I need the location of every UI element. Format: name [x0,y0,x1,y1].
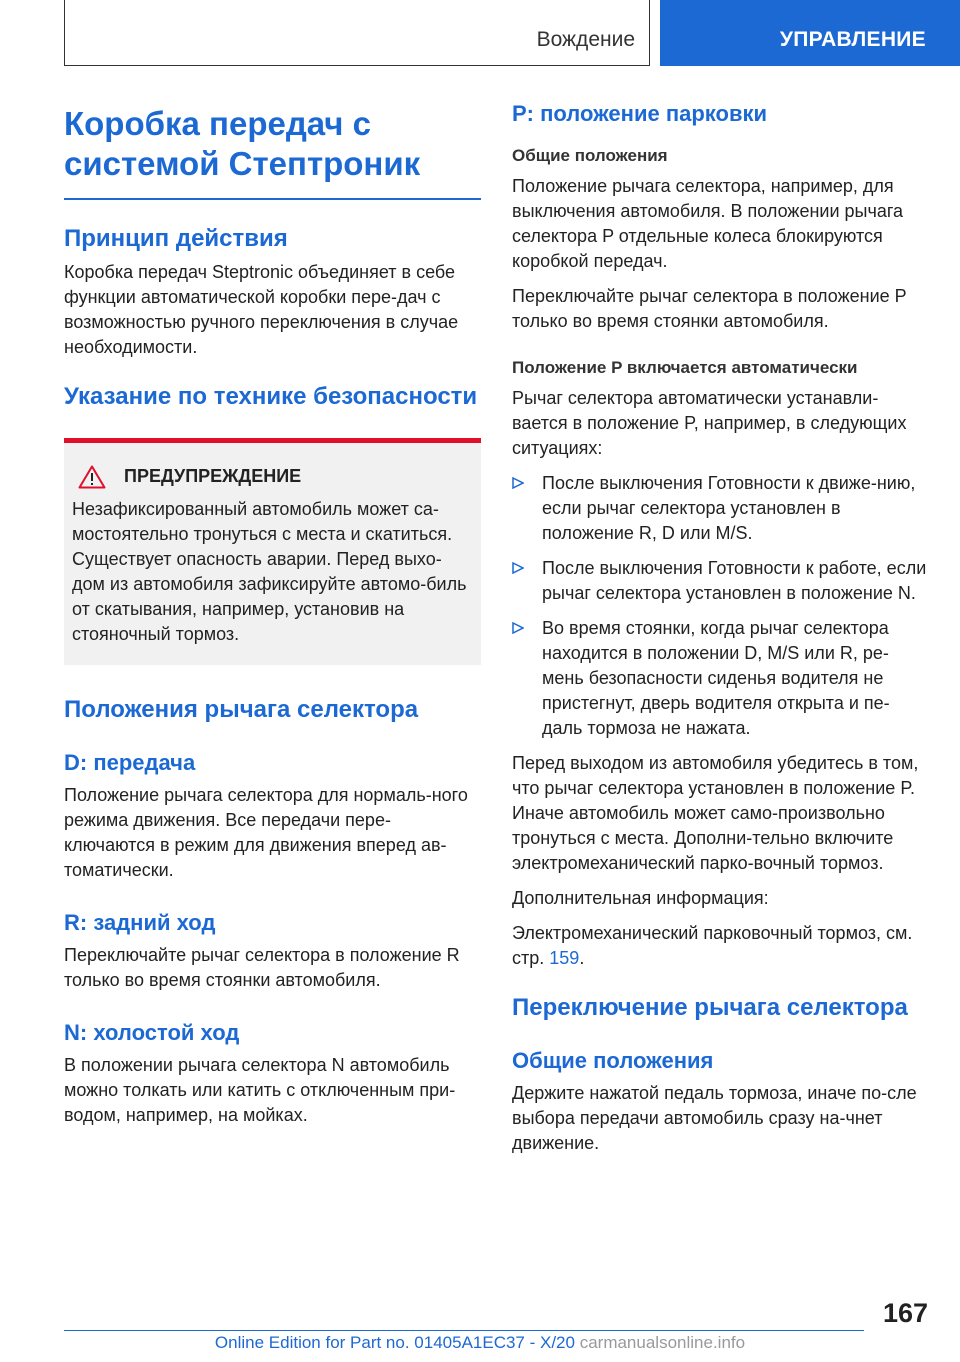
list-item: После выключения Готовности к работе, если рычаг селектора установлен в положение N. [512,556,930,606]
warning-header [78,465,473,489]
switch-general-heading: Общие положения [512,1048,714,1073]
situations-list [512,471,930,741]
principle-heading: Принцип действия [64,224,288,252]
d-heading: D: передача [64,749,196,775]
triangle-bullet-icon [512,477,524,489]
n-text: В положении рычага селектора N автомобиль можно толкать или катить с отключенным при-водом, например, на мойках. [64,1054,456,1125]
switch-heading: Переключение рычага селектора [512,994,908,1021]
right-column [512,100,930,1156]
safety-heading: Указание по технике безопасности [64,382,478,410]
triangle-bullet-icon [512,622,524,634]
left-column [64,100,481,1128]
switch-text: Держите нажатой педаль тормоза, иначе по-сле выбора передачи автомобиль сразу на-чнет движение. [512,1083,917,1153]
section-label: Вождение [536,28,635,51]
principle-text: Коробка передач Steptronic объединяет в себе функции автоматической коробки пере-дач с возможностью ручного переключения в случае необходимости. [64,261,459,357]
warning-box [64,438,481,665]
reference-text: Электромеханический парковочный тормоз, см. стр. 159. [512,923,913,968]
footer-edition: Online Edition for Part no. 01405A1EC37 - X/20 carmanualsonline.info [214,1333,746,1352]
general-heading: Общие положения [512,146,668,165]
r-heading: R: задний ход [64,909,216,935]
positions-heading: Положения рычага селектора [64,695,419,723]
warning-title: ПРЕДУПРЕЖДЕНИЕ [124,466,302,486]
list-item: После выключения Готовности к движе-нию, если рычаг селектора установлен в положение R, D или M/S. [512,471,930,546]
before-exit-text: Перед выходом из автомобиля убедитесь в том, что рычаг селектора установлен в положение P. Иначе автомобиль может само-произвольно тронуться с места. Дополни-тельно включите электромеханический парко-вочный тормоз. [512,753,919,873]
p-heading: P: положение парковки [512,101,768,126]
auto-heading: Положение P включается автоматически [512,358,858,377]
title-divider [64,198,481,200]
page-header [0,0,960,66]
auto-text: Рычаг селектора автоматически устанавли-вается в положение P, например, в следующих ситуациях: [512,388,907,458]
n-heading: N: холостой ход [64,1019,240,1045]
footer-divider [64,1330,864,1331]
general-text-2: Переключайте рычаг селектора в положение P только во время стоянки автомобиля. [512,286,907,331]
warning-text: Незафиксированный автомобиль может са-мостоятельно тронуться с места и скатиться. Существует опасность аварии. Перед выхо-дом из автомобиля зафиксируйте автомо-биль от скатывания, например, установив на стояночный тормоз. [72,498,467,644]
chapter-label: УПРАВЛЕНИЕ [779,28,926,51]
general-text-1: Положение рычага селектора, например, для выключения автомобиля. В положении рычага селектора P отдельные колеса блокируются коробкой передач. [512,176,904,271]
r-text: Переключайте рычаг селектора в положение R только во время стоянки автомобиля. [64,944,460,990]
page-title: Коробка передач с системой Стептроник [64,105,421,182]
d-text: Положение рычага селектора для нормаль-ного режима движения. Все передачи пере-ключаются в режим для движения вперед ав-томатически. [64,784,468,880]
page-number: 167 [882,1298,928,1328]
triangle-bullet-icon [512,562,524,574]
watermark: carmanualsonline.info [579,1333,746,1352]
more-info-text: Дополнительная информация: [512,888,769,908]
section-tab [64,0,650,66]
warning-triangle-icon [78,465,106,489]
list-item: Во время стоянки, когда рычаг селектора находится в положении D, M/S или R, ре-мень безопасности сиденья водителя не пристегнут, дверь водителя открыта и пе-даль тормоза не нажата. [512,616,930,741]
page-reference-link[interactable]: 159 [549,948,580,968]
chapter-tab [660,0,960,66]
